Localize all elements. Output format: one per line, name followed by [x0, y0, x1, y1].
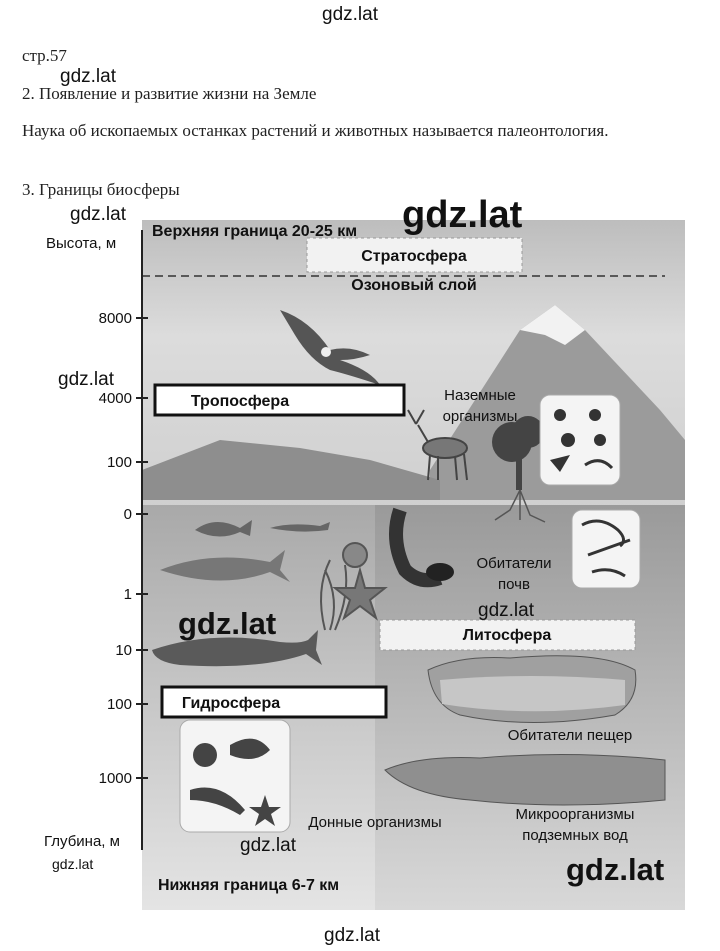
ozone-label: Озоновый слой — [351, 277, 477, 294]
lithosphere-label: Литосфера — [462, 627, 552, 644]
watermark: gdz.lat — [240, 835, 296, 856]
watermark: gdz.lat — [60, 66, 116, 87]
watermark: gdz.lat — [402, 194, 523, 236]
height-axis-label: Высота, м — [46, 235, 117, 252]
upper-border-label: Верхняя граница 20-25 км — [152, 223, 358, 240]
tick-label: 8000 — [98, 310, 132, 327]
tick-label: 100 — [106, 454, 132, 471]
tick-label: 1 — [123, 586, 132, 603]
depth-axis-label: Глубина, м — [44, 833, 120, 850]
watermark: gdz.lat — [566, 852, 665, 887]
watermark: gdz.lat — [58, 369, 114, 390]
item-3-heading: 3. Границы биосферы — [22, 180, 180, 199]
stratosphere-label: Стратосфера — [361, 248, 467, 265]
troposphere-label: Тропосфера — [190, 393, 290, 410]
watermark-top: gdz.lat — [322, 4, 378, 25]
soil-dwellers-label: почв — [498, 576, 530, 593]
land-organisms-label: Наземные — [444, 387, 516, 404]
lower-border-label: Нижняя граница 6-7 км — [158, 877, 340, 894]
tick-label: 1000 — [98, 770, 132, 787]
microorganisms-label: подземных вод — [522, 827, 628, 844]
bottom-organisms-panel — [180, 720, 290, 832]
watermark: gdz.lat — [178, 606, 277, 641]
watermark-bottom: gdz.lat — [324, 925, 380, 946]
hydrosphere-label: Гидросфера — [181, 695, 281, 712]
tick-label: 100 — [106, 696, 132, 713]
item-2-heading: 2. Появление и развитие жизни на Земле — [22, 84, 317, 103]
bottom-organisms-label: Донные организмы — [308, 814, 442, 831]
tick-label: 4000 — [98, 390, 132, 407]
answer-paragraph: Наука об ископаемых останках растений и животных называется палеонтология. — [22, 121, 609, 140]
microorganisms-label: Микроорганизмы — [515, 806, 635, 823]
cave-dwellers-label: Обитатели пещер — [507, 727, 633, 744]
soil-dwellers-label: Обитатели — [476, 555, 552, 572]
watermark: gdz.lat — [70, 204, 126, 225]
watermark: gdz.lat — [478, 600, 534, 621]
page-reference: стр.57 — [22, 46, 67, 65]
land-organisms-label: организмы — [442, 408, 518, 425]
watermark: gdz.lat — [52, 856, 94, 872]
tick-label: 0 — [123, 506, 132, 523]
tick-label: 10 — [115, 642, 132, 659]
biosphere-borders-figure — [40, 210, 685, 910]
land-organisms-panel — [540, 395, 620, 485]
